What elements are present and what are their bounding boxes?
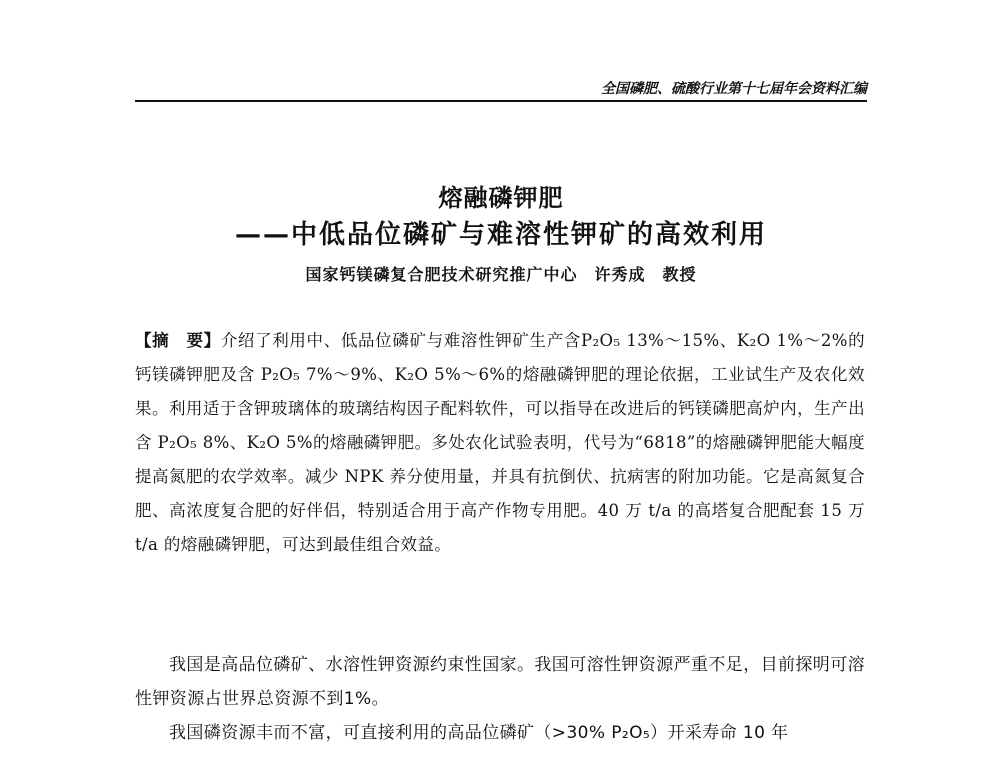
body-paragraph: 我国是高品位磷矿、水溶性钾资源约束性国家。我国可溶性钾资源严重不足，目前探明可溶性钾资源占世界总资源不到1%。 [135, 655, 865, 709]
author-line: 国家钙镁磷复合肥技术研究推广中心 许秀成 教授 [305, 265, 697, 284]
body-text [135, 648, 865, 750]
abstract-text: 介绍了利用中、低品位磷矿与难溶性钾矿生产含P₂O₅ 13%～15%、K₂O 1%～2%的钙镁磷钾肥及含 P₂O₅ 7%～9%、K₂O 5%～6%的熔融磷钾肥的理论依据，工业试生产及农化效果。利用适于含钾玻璃体的玻璃结构因子配料软件，可以指导在改进后的钙镁磷肥高炉内，生产出含 P₂O₅ 8%、K₂O 5%的熔融磷钾肥。多处农化试验表明，代号为“6818”的熔融磷钾肥能大幅度提高氮肥的农学效率。减少 NPK 养分使用量，并具有抗倒伏、抗病害的附加功能。它是高氮复合肥、高浓度复合肥的好伴侣，特别适合用于高产作物专用肥。40 万 t/a 的高塔复合肥配套 15 万 t/a 的熔融磷钾肥，可达到最佳组合效益。 [135, 331, 866, 554]
body-paragraph: 我国磷资源丰而不富，可直接利用的高品位磷矿（>30% P₂O₅）开采寿命 10 年 [169, 723, 789, 743]
abstract-label: 【摘 要】 [135, 331, 221, 350]
paper-title: 熔融磷钾肥 [438, 184, 564, 212]
abstract [135, 324, 865, 562]
running-header: 全国磷肥、硫酸行业第十七届年会资料汇编 [601, 81, 867, 97]
paper-subtitle: ——中低品位磷矿与难溶性钾矿的高效利用 [234, 220, 767, 250]
header-rule [135, 100, 867, 102]
